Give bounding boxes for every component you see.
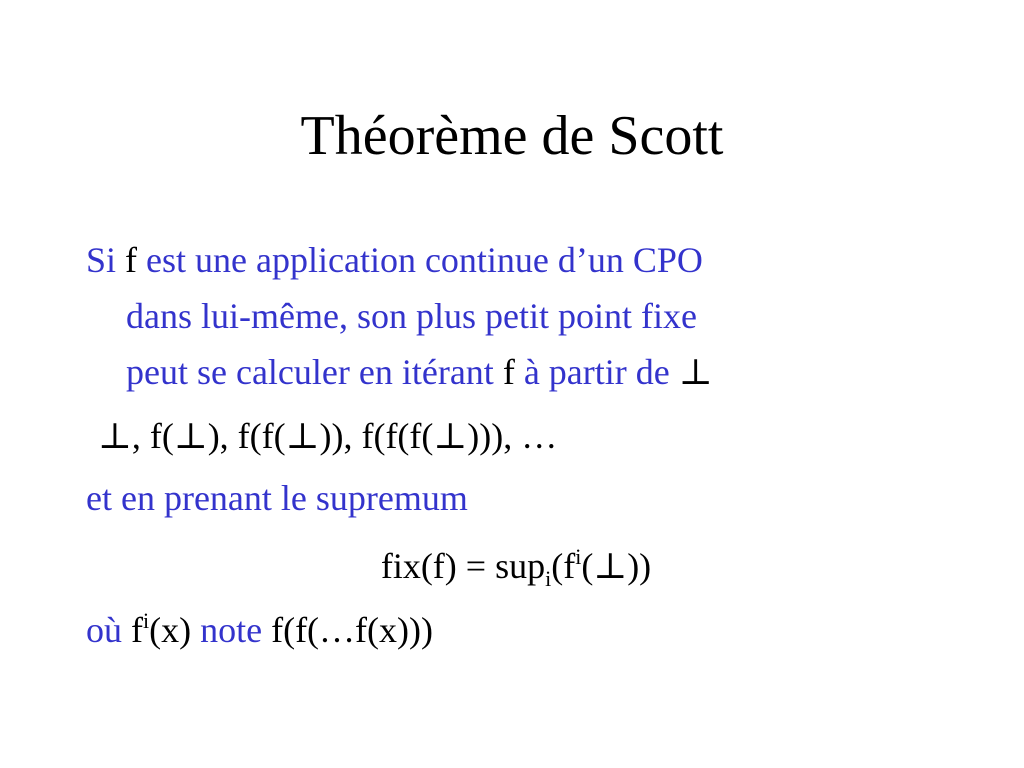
note-word: note bbox=[191, 610, 272, 650]
theorem-statement bbox=[86, 232, 713, 400]
note-expansion: f(f(…f(x))) bbox=[271, 610, 433, 650]
note-x: (x) bbox=[149, 610, 192, 650]
theorem-f: f bbox=[125, 240, 138, 280]
supremum-text: et en prenant le supremum bbox=[86, 478, 468, 518]
formula-rest: (⊥)) bbox=[581, 546, 652, 586]
theorem-text-3a: peut se calculer en itérant bbox=[126, 352, 503, 392]
bottom-symbol: ⊥ bbox=[678, 352, 713, 392]
notation-note bbox=[86, 602, 433, 658]
theorem-text-1: est une application continue d’un CPO bbox=[137, 240, 703, 280]
theorem-line-1 bbox=[86, 232, 713, 288]
theorem-line-3 bbox=[86, 344, 713, 400]
slide-title: Théorème de Scott bbox=[300, 105, 724, 167]
note-superscript: i bbox=[143, 608, 150, 633]
iteration-sequence: ⊥, f(⊥), f(f(⊥)), f(f(f(⊥))), … bbox=[98, 416, 558, 456]
theorem-f-2: f bbox=[502, 352, 515, 392]
theorem-line-2: dans lui-même, son plus petit point fixe bbox=[126, 296, 697, 336]
formula-superscript: i bbox=[575, 544, 582, 569]
note-ou: où bbox=[86, 610, 131, 650]
note-f: f bbox=[131, 610, 143, 650]
formula-subscript: i bbox=[545, 566, 552, 591]
formula-lhs: fix(f) = sup bbox=[380, 546, 546, 586]
theorem-si: Si bbox=[86, 240, 126, 280]
theorem-text-3b: à partir de bbox=[514, 352, 679, 392]
fixpoint-formula bbox=[86, 538, 946, 594]
formula-open: (f bbox=[551, 546, 576, 586]
